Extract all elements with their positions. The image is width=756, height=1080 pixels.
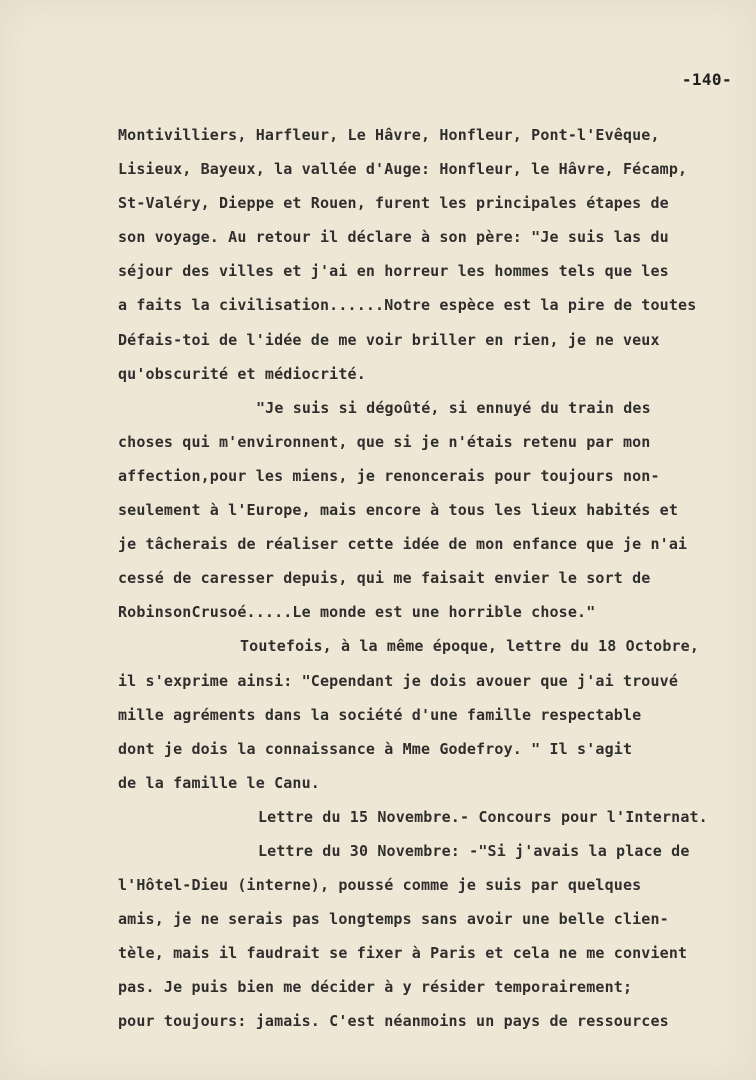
text-line: je tâcherais de réaliser cette idée de mon enfance que je n'ai — [118, 535, 688, 554]
text-line: Défais-toi de l'idée de me voir briller en rien, je ne veux — [118, 330, 660, 349]
text-line: Lettre du 30 Novembre: -"Si j'avais la place de — [258, 841, 690, 860]
text-line: affection,pour les miens, je renoncerais pour toujours non- — [118, 466, 660, 485]
text-line: amis, je ne serais pas longtemps sans avoir une belle clien- — [118, 910, 669, 929]
text-line: mille agréments dans la société d'une famille respectable — [118, 705, 642, 724]
text-line: dont je dois la connaissance à Mme Godefroy. " Il s'agit — [118, 739, 633, 758]
text-line: a faits la civilisation......Notre espèce est la pire de toutes — [118, 296, 697, 315]
text-line: seulement à l'Europe, mais encore à tous les lieux habités et — [118, 501, 679, 520]
text-line: St-Valéry, Dieppe et Rouen, furent les principales étapes de — [118, 194, 669, 213]
text-line: l'Hôtel-Dieu (interne), poussé comme je suis par quelques — [118, 876, 642, 895]
text-line: Montivilliers, Harfleur, Le Hâvre, Honfleur, Pont-l'Evêque, — [118, 126, 660, 144]
text-line: RobinsonCrusoé.....Le monde est une horrible chose." — [118, 603, 596, 622]
text-line: de la famille le Canu. — [118, 773, 320, 792]
text-line: choses qui m'environnent, que si je n'étais retenu par mon — [118, 432, 651, 451]
text-line: pour toujours: jamais. C'est néanmoins un pays de ressources — [118, 1012, 669, 1031]
text-line: son voyage. Au retour il déclare à son père: "Je suis las du — [118, 228, 669, 247]
text-line: qu'obscurité et médiocrité. — [118, 364, 366, 383]
page-number: -140- — [681, 70, 732, 89]
text-line: pas. Je puis bien me décider à y résider temporairement; — [118, 978, 633, 997]
text-line: il s'exprime ainsi: "Cependant je dois avouer que j'ai trouvé — [118, 671, 679, 690]
text-line: Toutefois, à la même époque, lettre du 18 Octobre, — [240, 637, 700, 656]
text-line: séjour des villes et j'ai en horreur les hommes tels que les — [118, 262, 669, 281]
text-line: Lettre du 15 Novembre.- Concours pour l'Internat. — [258, 807, 708, 826]
text-line: "Je suis si dégoûté, si ennuyé du train des — [256, 398, 651, 417]
text-line: tèle, mais il faudrait se fixer à Paris et cela ne me convient — [118, 944, 688, 963]
document-body — [118, 118, 744, 1039]
text-line: Lisieux, Bayeux, la vallée d'Auge: Honfleur, le Hâvre, Fécamp, — [118, 160, 688, 179]
text-line: cessé de caresser depuis, qui me faisait envier le sort de — [118, 569, 651, 588]
